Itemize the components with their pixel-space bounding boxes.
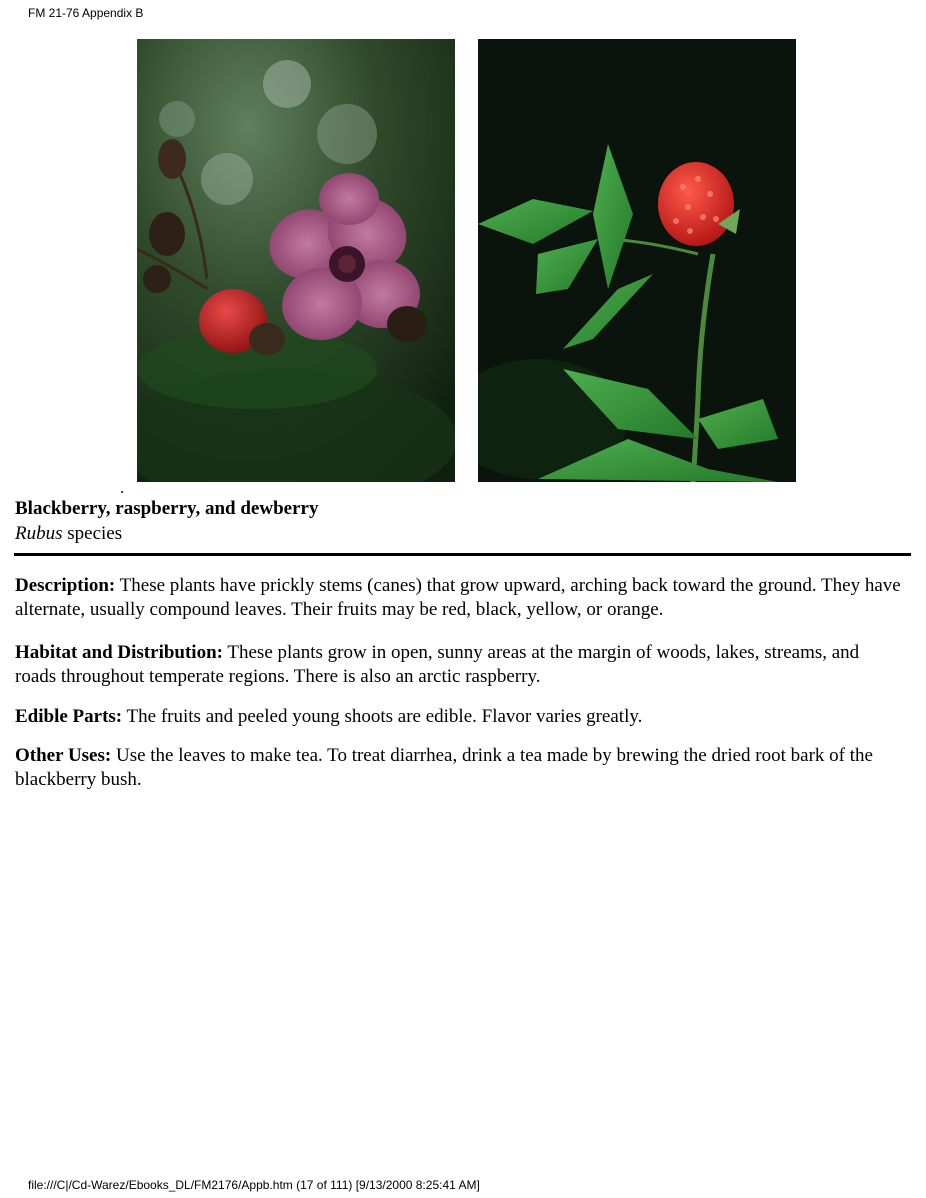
description-label: Description: [15,575,116,596]
other-uses-section [15,744,905,792]
habitat-text: These plants grow in open, sunny areas at the margin of woods, lakes, streams, and roads throughout temperate regions. There is also an arctic raspberry. [15,642,860,687]
other-uses-label: Other Uses: [15,745,112,766]
flower-berry-photo [137,39,455,482]
other-uses-text: Use the leaves to make tea. To treat diarrhea, drink a tea made by brewing the dried root bark of the blackberry bush. [15,745,873,790]
edible-parts-section [15,705,905,729]
habitat-section [15,641,905,689]
genus-name: Rubus [15,523,63,544]
description-section [15,574,905,622]
species-suffix: species [62,523,123,544]
section-divider [14,553,911,556]
plant-common-name: Blackberry, raspberry, and dewberry [15,498,319,519]
description-text: These plants have prickly stems (canes) that grow upward, arching back toward the ground. They have alternate, usually compound leaves. Their fruits may be red, black, yellow, or orange. [15,575,901,620]
edible-parts-text: The fruits and peeled young shoots are edible. Flavor varies greatly. [122,706,643,727]
plant-scientific-name [15,523,122,545]
page-footer-url: file:///C|/Cd-Warez/Ebooks_DL/FM2176/Appb.htm (17 of 111) [9/13/2000 8:25:41 AM] [28,1178,480,1192]
berry-leaves-photo [478,39,796,482]
page-header-title: FM 21-76 Appendix B [28,6,144,20]
edible-parts-label: Edible Parts: [15,706,123,727]
habitat-label: Habitat and Distribution: [15,642,223,663]
stray-dot [121,491,123,493]
